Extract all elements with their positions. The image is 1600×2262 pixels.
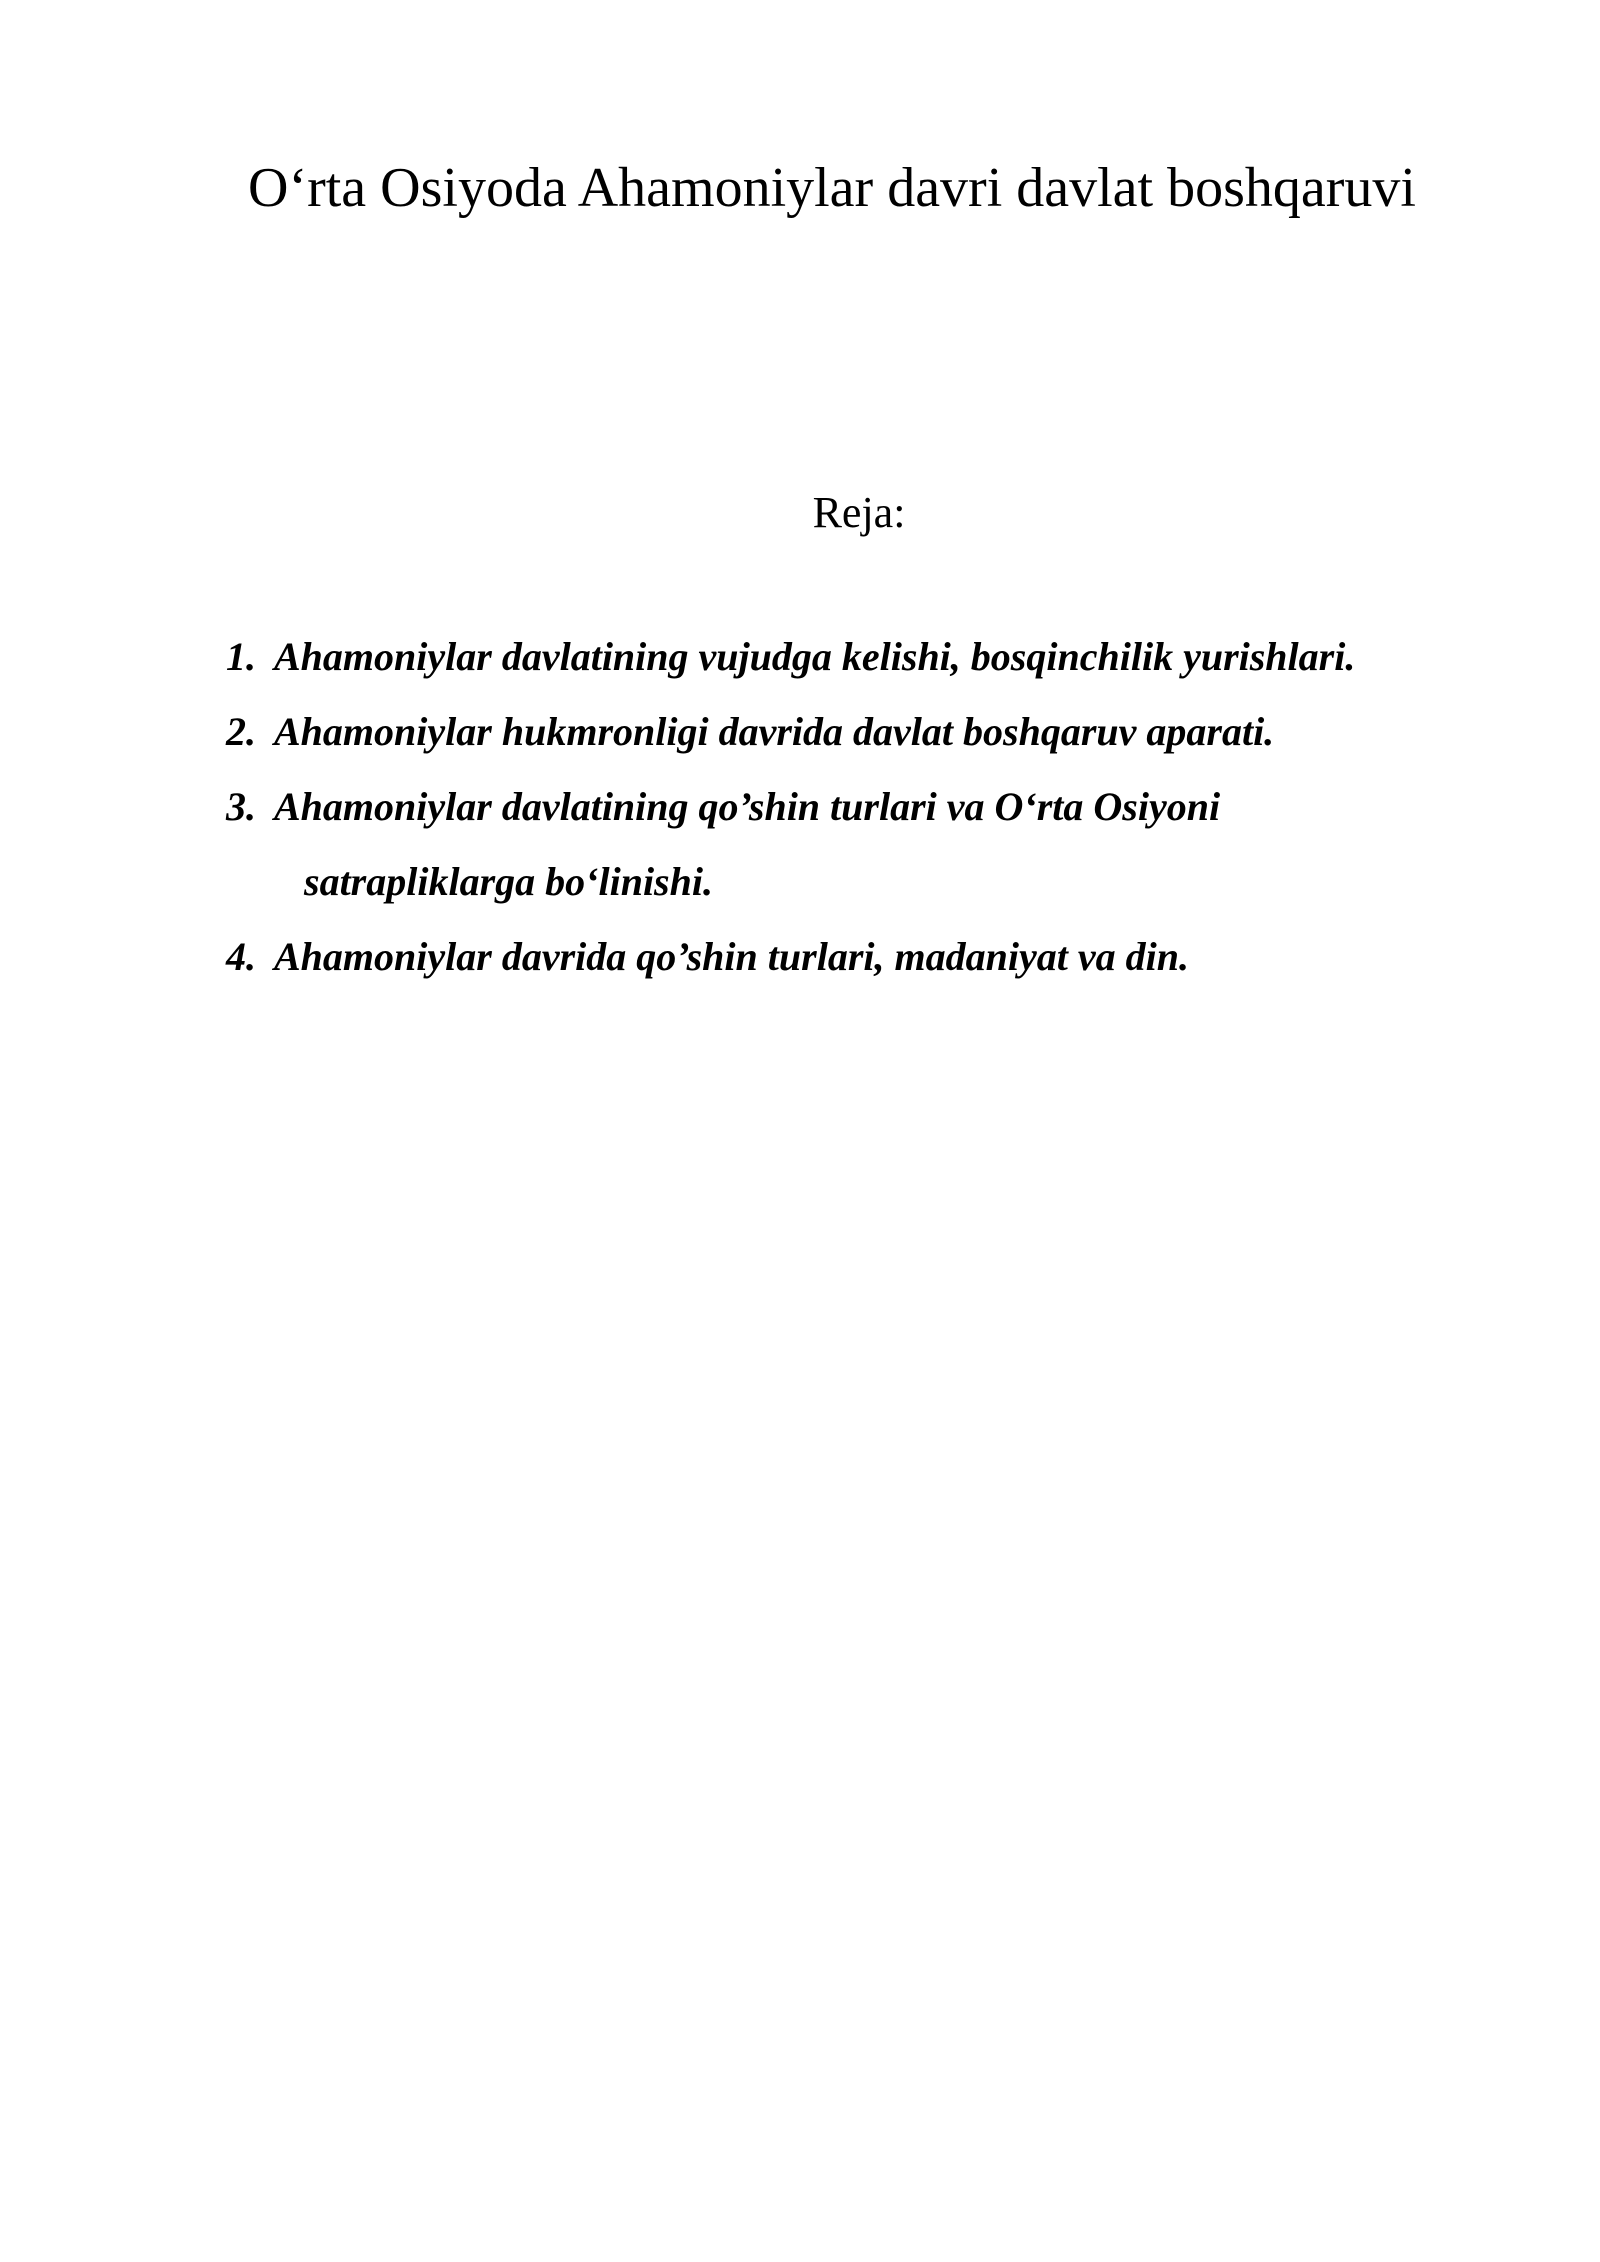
plan-item-4 (226, 919, 1526, 994)
plan-item-number: 3. (226, 784, 256, 829)
plan-item-text (274, 769, 1220, 919)
plan-item-1 (226, 619, 1526, 694)
plan-item-line: Ahamoniylar davlatining vujudga kelishi, bosqinchilik yurishlari. (274, 634, 1356, 679)
plan-heading: Reja: (812, 488, 906, 537)
plan-item-number: 1. (226, 634, 256, 679)
plan-item-number: 4. (226, 934, 256, 979)
plan-item-3 (226, 769, 1526, 919)
plan-list (226, 619, 1526, 994)
plan-item-text (274, 619, 1355, 694)
plan-item-line: Ahamoniylar hukmronligi davrida davlat boshqaruv aparati. (274, 709, 1275, 754)
plan-item-number: 2. (226, 709, 256, 754)
plan-item-line-continuation: satrapliklarga bo‘linishi. (304, 859, 713, 904)
plan-item-text (274, 694, 1274, 769)
document-title: O‘rta Osiyoda Ahamoniylar davri davlat boshqaruvi (248, 157, 1416, 219)
plan-item-line: Ahamoniylar davlatining qo’shin turlari va O‘rta Osiyoni (274, 784, 1221, 829)
plan-item-2 (226, 694, 1526, 769)
plan-item-line: Ahamoniylar davrida qo’shin turlari, madaniyat va din. (274, 934, 1189, 979)
plan-item-text (274, 919, 1189, 994)
